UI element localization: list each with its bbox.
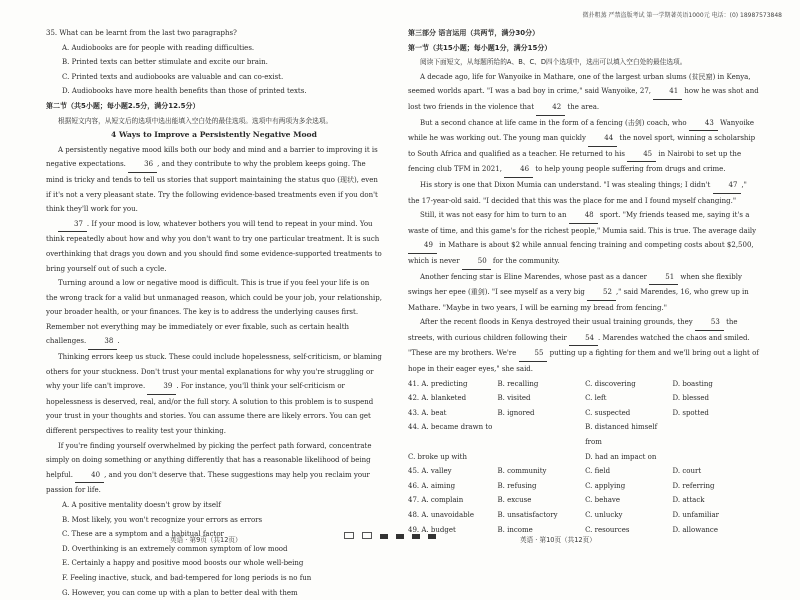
choice-cell: B. recalling: [497, 379, 539, 388]
choice-cell: [497, 420, 585, 449]
paragraph-text: But a second chance at life came in the form of a fencing (击剑) coach, who: [420, 118, 689, 127]
choice-cell: C. resources: [585, 525, 630, 534]
choice-cell: 44. A. became drawn to: [408, 423, 493, 432]
choice-cell: C. discovering: [585, 379, 636, 388]
blank-50: 50: [462, 254, 491, 270]
choice-cell: C. broke up with: [408, 452, 467, 461]
choice-row: [408, 391, 760, 406]
choice-cell: B. ignored: [497, 408, 535, 417]
cloze-paragraph: [408, 70, 760, 116]
part-heading: 第三部分 语言运用（共两节，满分30分）: [408, 29, 540, 37]
question-35: [46, 26, 382, 99]
blank-53: 53: [695, 315, 724, 331]
choice-cell: C. applying: [585, 481, 626, 490]
section-heading: 第一节（共15小题；每小题1分，满分15分）: [408, 43, 552, 52]
choice-cell: [497, 450, 585, 465]
choice-cell: 47. A. complain: [408, 496, 464, 505]
choice-cell: 45. A. valley: [408, 467, 452, 476]
choice-cell: C. left: [585, 394, 607, 403]
cloze-paragraph: [408, 270, 760, 316]
section-instruction: 根据短文内容，从短文后的选项中选出能填入空白处的最佳选项。选项中有两项为多余选项。: [58, 116, 333, 125]
blank-44: 44: [588, 131, 617, 147]
choice-cell: 49. A. budget: [408, 525, 456, 534]
paragraph-text: ," said Marendes, 16, who grew up in Mathare. "Maybe in two years, I will be earning my bread from fencing.": [408, 288, 749, 312]
blank-51: 51: [649, 270, 678, 286]
blank-37: 37: [58, 217, 87, 233]
option-e: E. Certainly a happy and positive mood boosts our whole well-being: [62, 559, 304, 568]
choice-row: [408, 493, 760, 508]
paragraph-text: ," the 17-year-old said. "I decided that this was the place for me and I found myself changing.": [408, 180, 747, 205]
paragraph-text: to help young people suffering from drugs and crime.: [533, 165, 726, 174]
paragraph-text: . Marendes watched the chaos and smiled. "These are my brothers. We're: [408, 333, 750, 358]
choice-cell: D. allowance: [672, 525, 718, 534]
article-paragraph: [46, 439, 382, 498]
blank-36: 36: [128, 157, 157, 173]
choice-cell: B. distanced himself from: [585, 423, 658, 447]
paragraph-text: Turning around a low or negative mood is difficult. This is true if you feel your life is on the wrong track for a valid but unmanaged reason, which could be your job, your relationship, your broader health, or your finances. The key is to address the underlying causes first. Remember not everything may be immediately or ever fixable, such as certain health challenges.: [46, 279, 382, 346]
cloze-paragraph: [408, 178, 760, 208]
choice-cell: 41. A. predicting: [408, 379, 468, 388]
choice-row: [408, 464, 760, 479]
option-f: F. Feeling inactive, stuck, and bad-tempered for long periods is no fun: [62, 573, 312, 582]
page-footer: 英语 · 第9页（共12页）: [170, 536, 242, 544]
paragraph-text: Thinking errors keep us stuck. These could include hopelessness, self-criticism, or blaming others for your stuckness. Don't trust your mental explanations for why you're struggling or why your life can't improve.: [46, 353, 382, 391]
option-g: G. However, you can come up with a plan to better deal with them: [62, 588, 298, 597]
option-d: D. Audiobooks have more health benefits than those of printed texts.: [62, 87, 307, 96]
mark: [380, 534, 388, 539]
option-b: B. Printed texts can better stimulate and excite our brain.: [62, 58, 268, 67]
paragraph-text: when she flexibly swings her epee (重剑). "I see myself as a very big: [408, 272, 742, 297]
choice-cell: B. unsatisfactory: [497, 511, 558, 519]
paragraph-text: .: [117, 337, 120, 346]
choice-cell: D. boasting: [672, 379, 713, 388]
choice-row: [408, 377, 760, 392]
paragraph-text: the novel sport, winning a scholarship to South Africa and qualified as a teacher. He returned to his: [408, 134, 756, 158]
blank-52: 52: [587, 285, 616, 301]
blank-48: 48: [569, 208, 598, 224]
paragraph-text: putting up a fighting for them and we'll bring out a light of hope in their eager eyes," she said.: [408, 349, 759, 374]
choice-row: [408, 420, 760, 449]
choice-cell: C. suspected: [585, 408, 631, 417]
choice-cell: C. behave: [585, 496, 621, 505]
blank-40: 40: [75, 468, 104, 484]
blank-45: 45: [627, 147, 656, 163]
choice-cell: C. unlucky: [585, 511, 623, 519]
paragraph-text: . If your mood is low, whatever bothers you will tend to repeat in your mind. You think repeatedly about how and why you don't want to try one particular treatment. It is such overthinking that drags you down and you should find some evidence-supported treatments to bring yourself out of such a cycle.: [46, 219, 382, 273]
choice-row: [408, 450, 760, 465]
blank-39: 39: [147, 379, 176, 395]
paragraph-text: If you're finding yourself overwhelmed by picking the perfect path forward, concentrate simply on doing something or anything differently that has a reasonable likelihood of being helpful.: [46, 441, 372, 479]
option-b: B. Most likely, you won't recognize your errors as errors: [62, 515, 263, 524]
choice-cell: [673, 420, 760, 449]
options-list: [46, 498, 382, 600]
option-c: C. Printed texts and audiobooks are valuable and can co-exist.: [62, 72, 284, 81]
article-paragraph: [46, 350, 382, 439]
paragraph-text: , and they contribute to why the problem keeps going. The mind is tricky and tends to tell us stories that support maintaining the status quo (现状), even if it's not a very pleasant state. Try the following evidence-based treatments even if you don't think they'll work for you.: [46, 160, 378, 214]
blank-47: 47: [713, 178, 742, 194]
paragraph-text: for the community.: [490, 256, 560, 265]
section-heading: 第二节（共5小题；每小题2.5分，满分12.5分）: [46, 101, 200, 110]
section-instruction: 阅读下面短文，从每题所给的A、B、C、D四个选项中，选出可以填入空白处的最佳选项。: [420, 58, 687, 67]
left-page: [0, 0, 400, 597]
choice-cell: D. spotted: [672, 408, 709, 417]
paragraph-text: , and you don't deserve that. These suggestions may help you reclaim your passion for life.: [46, 470, 370, 495]
choice-row: [408, 508, 760, 523]
paragraph-text: sport. "My friends teased me, saying it's a waste of time, and this game's for the richest people," Mumia said. This is true. The average daily: [408, 211, 757, 235]
choice-cell: D. unfamiliar: [672, 511, 720, 519]
option-c: C. These are a symptom and a habitual factor: [62, 530, 224, 539]
option-a: A. Audiobooks are for people with reading difficulties.: [62, 43, 255, 52]
paragraph-text: His story is one that Dixon Mumia can understand. "I was stealing things; I didn't: [420, 180, 713, 189]
choices-table: [408, 377, 760, 538]
paragraph-text: the streets, with curious children following their: [408, 318, 738, 342]
paragraph-text: Still, it was not easy for him to turn to an: [420, 211, 569, 220]
paragraph-text: After the recent floods in Kenya destroyed their usual training grounds, they: [420, 318, 695, 327]
blank-43: 43: [689, 116, 718, 132]
paragraph-text: in Nairobi to set up the fencing club TFM in 2021,: [408, 149, 742, 174]
paragraph-text: the area.: [565, 102, 600, 111]
paragraph-text: in Mathare is about $2 while annual fencing training and competing costs about $2,500, which is never: [408, 241, 754, 265]
blank-49: 49: [408, 238, 437, 254]
choice-cell: B. visited: [497, 394, 531, 403]
article-paragraph: [46, 143, 382, 217]
choice-cell: B. refusing: [497, 481, 537, 490]
blank-54: 54: [569, 331, 598, 347]
mark: [362, 532, 372, 539]
question-stem: 35. What can be learnt from the last two paragraphs?: [46, 29, 237, 37]
choice-cell: D. attack: [672, 496, 705, 505]
paragraph-text: Wanyoike while he was working out. The young man quickly: [408, 118, 755, 143]
cloze-paragraph: [408, 208, 760, 269]
blank-41: 41: [653, 84, 682, 100]
choice-row: [408, 406, 760, 421]
choice-cell: 42. A. blanketed: [408, 394, 467, 403]
blank-42: 42: [536, 100, 565, 116]
choice-cell: C. field: [585, 467, 611, 476]
choice-cell: D. blessed: [672, 394, 710, 403]
article-title: 4 Ways to Improve a Persistently Negative Mood: [111, 130, 317, 140]
blank-55: 55: [519, 346, 548, 362]
blank-38: 38: [88, 334, 117, 350]
mark: [344, 532, 354, 539]
choice-cell: 43. A. beat: [408, 408, 447, 417]
cloze-paragraph: [408, 315, 760, 376]
choice-cell: D. had an impact on: [585, 452, 657, 461]
paragraph-text: how he was shot and lost two friends in the violence that: [408, 87, 759, 111]
choice-cell: [673, 450, 760, 465]
choice-row: [408, 479, 760, 494]
right-column: [408, 26, 760, 537]
choice-cell: B. income: [497, 525, 533, 534]
page-footer: 英语 · 第10页（共12页）: [520, 536, 596, 544]
paragraph-text: A decade ago, life for Wanyoike in Mathare, one of the largest urban slums (贫民窟) in Kenya, seemed worlds apart. "I was a bad boy in crime," said Wanyoike, 27,: [408, 72, 751, 96]
blank-46: 46: [504, 162, 533, 178]
option-d: D. Overthinking is an extremely common symptom of low mood: [62, 544, 288, 553]
cloze-paragraph: [408, 116, 760, 178]
paragraph-text: A persistently negative mood kills both our body and mind and a barrier to improving it is negative expectations.: [46, 145, 378, 169]
choice-cell: D. referring: [672, 481, 715, 490]
choice-cell: 46. A. aiming: [408, 481, 456, 490]
paragraph-text: . For instance, you'll think your self-criticism or hopelessness is deserved, real, and/or the full story. A solution to this problem is to suspend your trust in your thoughts and stories. You can assume there are likely errors. You can get different perspectives to reality test your thinking.: [46, 382, 374, 436]
article-paragraph: [46, 276, 382, 350]
option-a: A. A positive mentality doesn't grow by itself: [62, 501, 221, 509]
choice-cell: B. excuse: [497, 496, 532, 505]
choice-cell: 48. A. unavoidable: [408, 511, 474, 519]
article-paragraph: [46, 217, 382, 276]
left-column: [46, 26, 382, 600]
cloze-passage: [408, 70, 760, 377]
choice-cell: B. community: [497, 467, 547, 476]
choice-cell: D. court: [672, 467, 702, 476]
page-header: 微扑粗蒸 严禁盗版考试 第一学期著英语1000元 电话：(0) 18987573848: [582, 12, 782, 19]
paragraph-text: Another fencing star is Eline Marendes, whose past as a dancer: [420, 272, 650, 281]
